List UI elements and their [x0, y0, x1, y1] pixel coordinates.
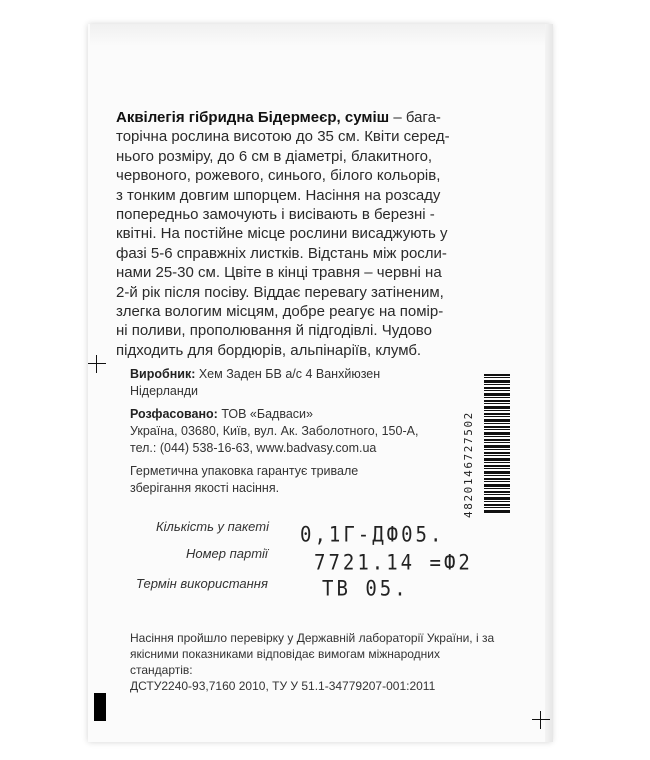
producer-label: Виробник:: [130, 367, 196, 381]
desc-line: підходить для бордюрів, альпінаріїв, клумб.: [116, 341, 422, 359]
barcode: [484, 374, 510, 514]
desc-line: фазі 5-6 справжніх листків. Відстань між росли-: [116, 244, 447, 262]
desc-line: квітні. На постійне місце рослини висаджують у: [116, 225, 448, 243]
packer-info: [130, 406, 418, 457]
packer-contacts: тел.: (044) 538-16-63, www.badvasy.com.ua: [130, 441, 377, 455]
certification-note: [130, 630, 502, 694]
desc-line: ні поливи, прополювання й підгодівлі. Чудово: [116, 322, 432, 340]
desc-line: нами 25-30 см. Цвіте в кінці травня – червні на: [116, 264, 442, 282]
producer-info: [130, 366, 380, 400]
desc-line: з тонким довгим шпорцем. Насіння на розсаду: [116, 186, 441, 204]
cert-line: Насіння пройшло перевірку у Державній лабораторії України, і за: [130, 631, 495, 645]
print-mark: [94, 693, 106, 721]
guarantee-line: зберігання якості насіння.: [130, 481, 280, 495]
desc-line: червоного, рожевого, синього, білого кольорів,: [116, 167, 441, 185]
desc-line: попередньо замочують і висівають в березні -: [116, 206, 435, 224]
producer-line: Хем Заден БВ а/с 4 Ванхйюзен: [195, 367, 381, 381]
quantity-label: Кількість у пакеті: [156, 519, 269, 534]
quantity-value: 0,1Г-ДФ05.: [300, 522, 445, 548]
batch-value: 7721.14 =Ф2: [314, 550, 473, 576]
cert-line: ДСТУ2240-93,7160 2010, ТУ У 51.1-34779207-001:2011: [130, 679, 436, 693]
cert-line: якісними показниками відповідає вимогам міжнародних стандартів:: [130, 647, 440, 677]
crosshair-icon: [532, 711, 550, 729]
batch-label: Номер партії: [186, 546, 268, 561]
packet-flap: [90, 24, 552, 46]
packet-edge: [545, 24, 553, 742]
desc-line: 2-й рік після посіву. Віддає перевагу затіненим,: [116, 283, 444, 301]
packer-label: Розфасовано:: [130, 407, 218, 421]
desc-line: нього розміру, до 6 см в діаметрі, блакитного,: [116, 147, 433, 165]
expiry-value: ТВ 05.: [322, 576, 409, 602]
desc-line: – бага-: [389, 109, 441, 126]
expiry-label: Термін використання: [136, 576, 268, 591]
guarantee-note: [130, 463, 358, 497]
plant-title: Аквілегія гібридна Бідермеєр, суміш: [116, 109, 390, 126]
barcode-number: 4820146727502: [462, 411, 475, 518]
desc-line: злегка вологим місцям, добре реагує на помір-: [116, 303, 444, 321]
desc-line: торічна рослина висотою до 35 см. Квіти серед-: [116, 128, 450, 146]
crosshair-icon: [88, 355, 106, 373]
guarantee-line: Герметична упаковка гарантує тривале: [130, 464, 359, 478]
plant-description: [116, 108, 502, 360]
packer-name: ТОВ «Бадваси»: [217, 407, 313, 421]
packer-address: Україна, 03680, Київ, вул. Ак. Заболотного, 150-А,: [130, 424, 419, 438]
producer-country: Нідерланди: [130, 384, 198, 398]
